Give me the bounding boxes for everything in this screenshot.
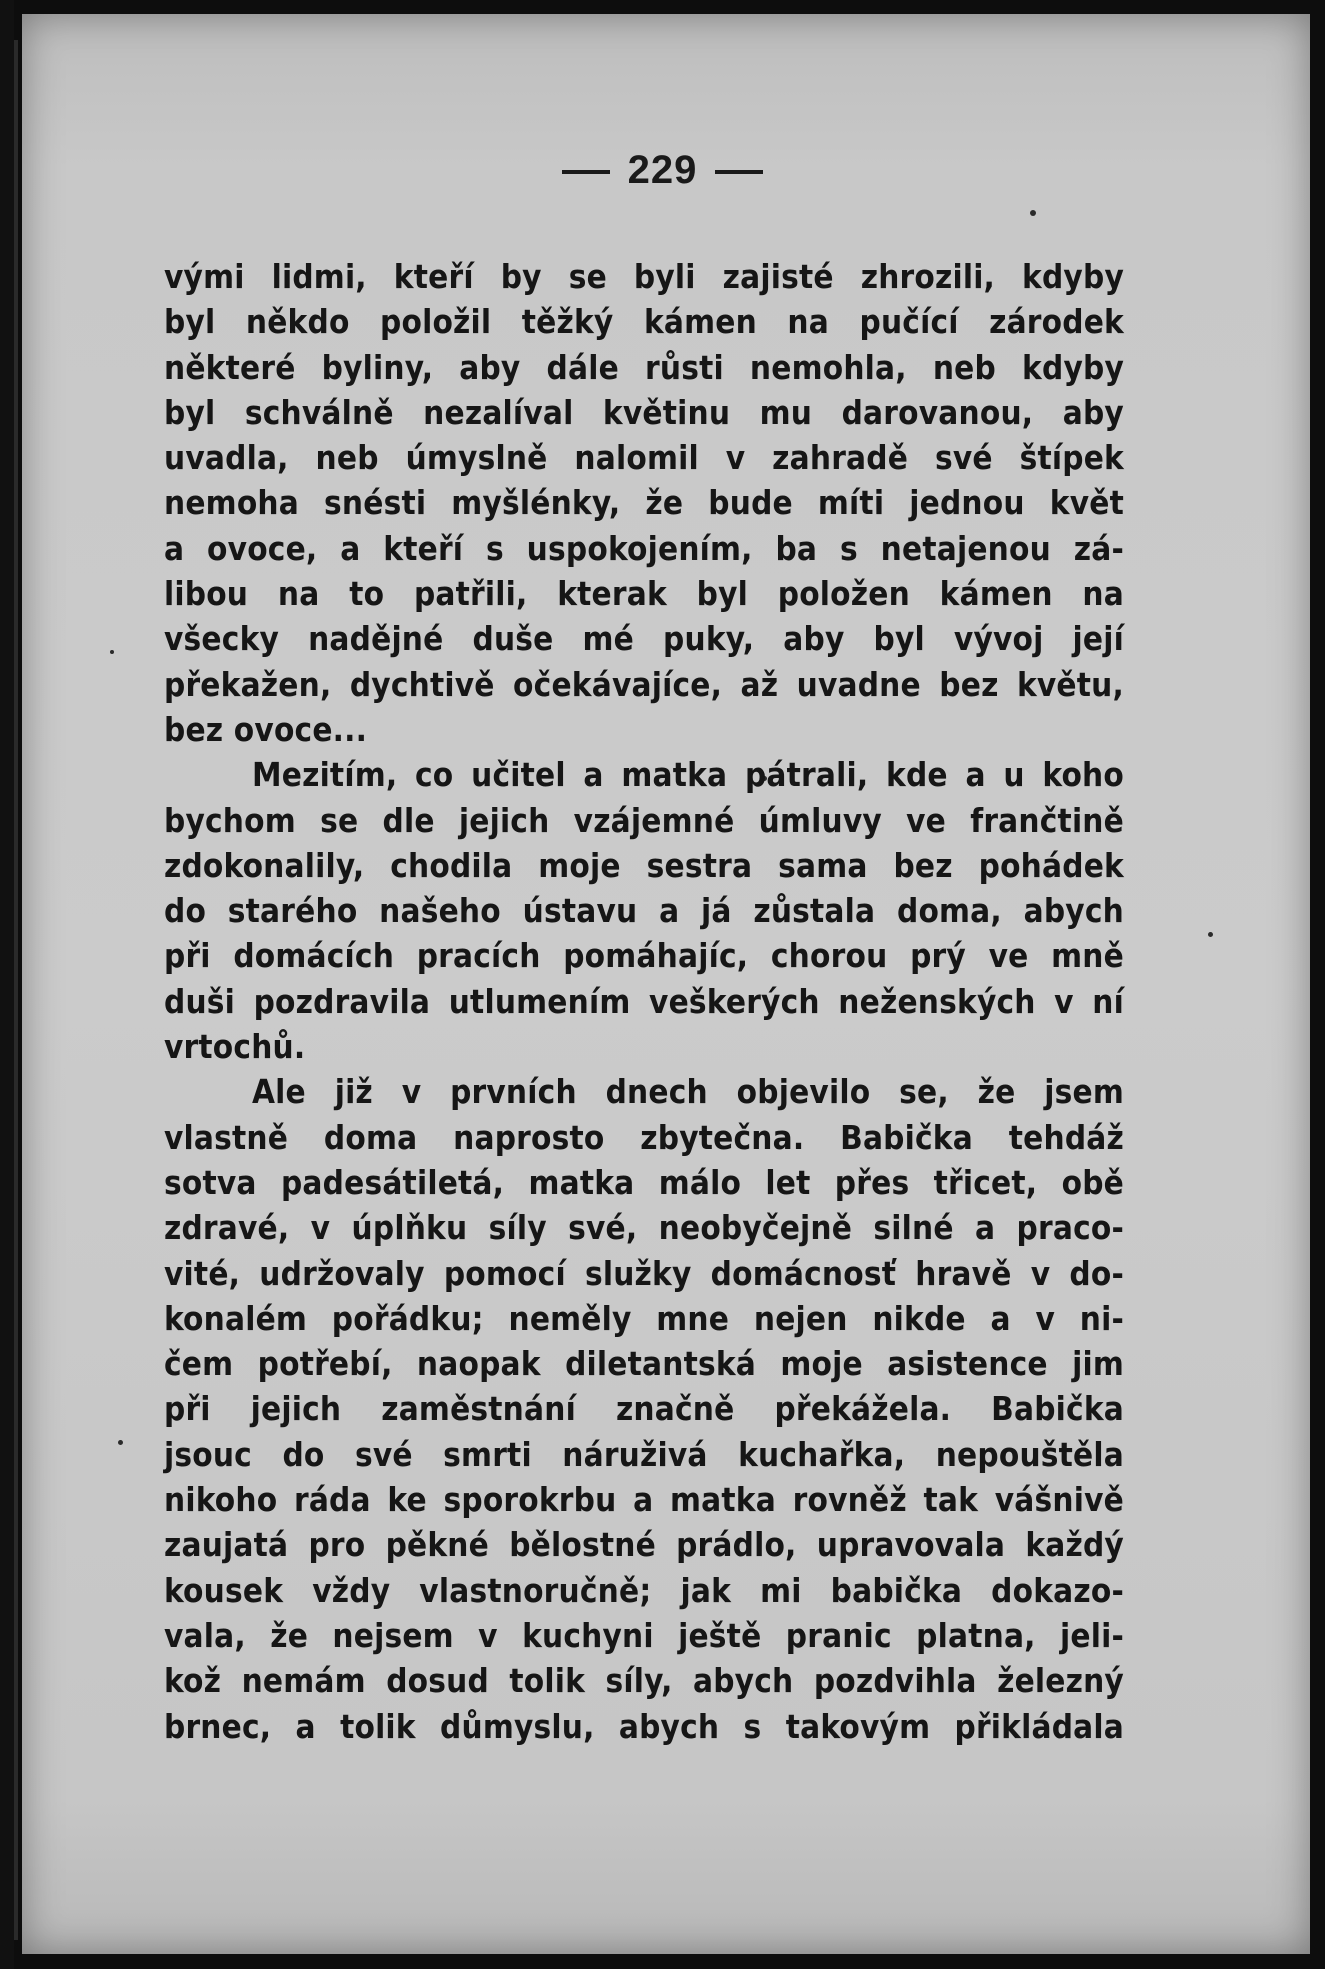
text-line: byl schválně nezalíval květinu mu darovanou, aby: [164, 392, 1124, 432]
paper-speck: [1208, 932, 1213, 937]
text-line: vrtochů.: [164, 1027, 306, 1067]
text-line: překažen, dychtivě očekávajíce, až uvadne bez květu,: [164, 664, 1124, 704]
paper-speck: [118, 1440, 123, 1445]
text-line: bychom se dle jejich vzájemné úmluvy ve frančtině: [164, 800, 1124, 840]
paper-speck: [110, 650, 114, 654]
text-line: kož nemám dosud tolik síly, abych pozdvihla železný: [164, 1661, 1124, 1701]
text-line: čem potřebí, naopak diletantská moje asistence jim: [164, 1344, 1124, 1384]
right-dash: [715, 170, 763, 174]
text-line: při jejich zaměstnání značně překážela. Babička: [164, 1389, 1124, 1429]
text-line: Ale již v prvních dnech objevilo se, že jsem: [252, 1072, 1124, 1112]
text-line: bez ovoce...: [164, 709, 368, 749]
binding-shadow: [14, 40, 18, 1940]
text-line: duši pozdravila utlumením veškerých neženských v ní: [164, 981, 1124, 1021]
text-line: vými lidmi, kteří by se byli zajisté zhrozili, kdyby: [164, 257, 1124, 296]
text-line: některé byliny, aby dále růsti nemohla, neb kdyby: [164, 347, 1124, 387]
page-number-header: [0, 148, 1325, 193]
text-line: byl někdo položil těžký kámen na pučící zárodek: [164, 302, 1124, 342]
text-line: nikoho ráda ke sporokrbu a matka rovněž tak vášnivě: [164, 1480, 1124, 1520]
text-line: zdravé, v úplňku síly své, neobyčejně silné a praco-: [164, 1208, 1124, 1248]
paper-speck: [1030, 210, 1036, 216]
text-line: zdokonalily, chodila moje sestra sama bez pohádek: [164, 845, 1124, 885]
text-line: sotva padesátiletá, matka málo let přes třicet, obě: [164, 1162, 1124, 1202]
binding-edge: [0, 0, 14, 1969]
text-line: vlastně doma naprosto zbytečna. Babička tehdáž: [164, 1117, 1124, 1157]
text-line: vité, udržovaly pomocí služky domácnosť hravě v do-: [164, 1253, 1124, 1293]
page-number: 229: [627, 148, 698, 192]
left-dash: [562, 170, 610, 174]
text-line: jsouc do své smrti náruživá kuchařka, nepouštěla: [164, 1434, 1124, 1474]
text-line: uvadla, neb úmyslně nalomil v zahradě své štípek: [164, 438, 1124, 478]
text-line: při domácích pracích pomáhajíc, chorou prý ve mně: [164, 936, 1124, 976]
text-line: brnec, a tolik důmyslu, abych s takovým přikládala: [164, 1706, 1124, 1746]
text-line: Mezitím, co učitel a matka pátrali, kde a u koho: [252, 755, 1124, 795]
text-line: a ovoce, a kteří s uspokojením, ba s netajenou zá-: [164, 528, 1124, 568]
text-line: do starého našeho ústavu a já zůstala doma, abych: [164, 891, 1124, 931]
text-line: zaujatá pro pěkné bělostné prádlo, upravovala každý: [164, 1525, 1124, 1565]
text-line: kousek vždy vlastnoručně; jak mi babička dokazo-: [164, 1570, 1124, 1610]
text-line: nemoha snésti myšlénky, že bude míti jednou květ: [164, 483, 1124, 523]
body-text: [164, 254, 1124, 1749]
text-line: konalém pořádku; neměly mne nejen nikde a v ni-: [164, 1298, 1124, 1338]
text-line: všecky nadějné duše mé puky, aby byl vývoj její: [164, 619, 1124, 659]
text-line: vala, že nejsem v kuchyni ještě pranic platna, jeli-: [164, 1615, 1124, 1655]
text-line: libou na to patřili, kterak byl položen kámen na: [164, 574, 1124, 614]
